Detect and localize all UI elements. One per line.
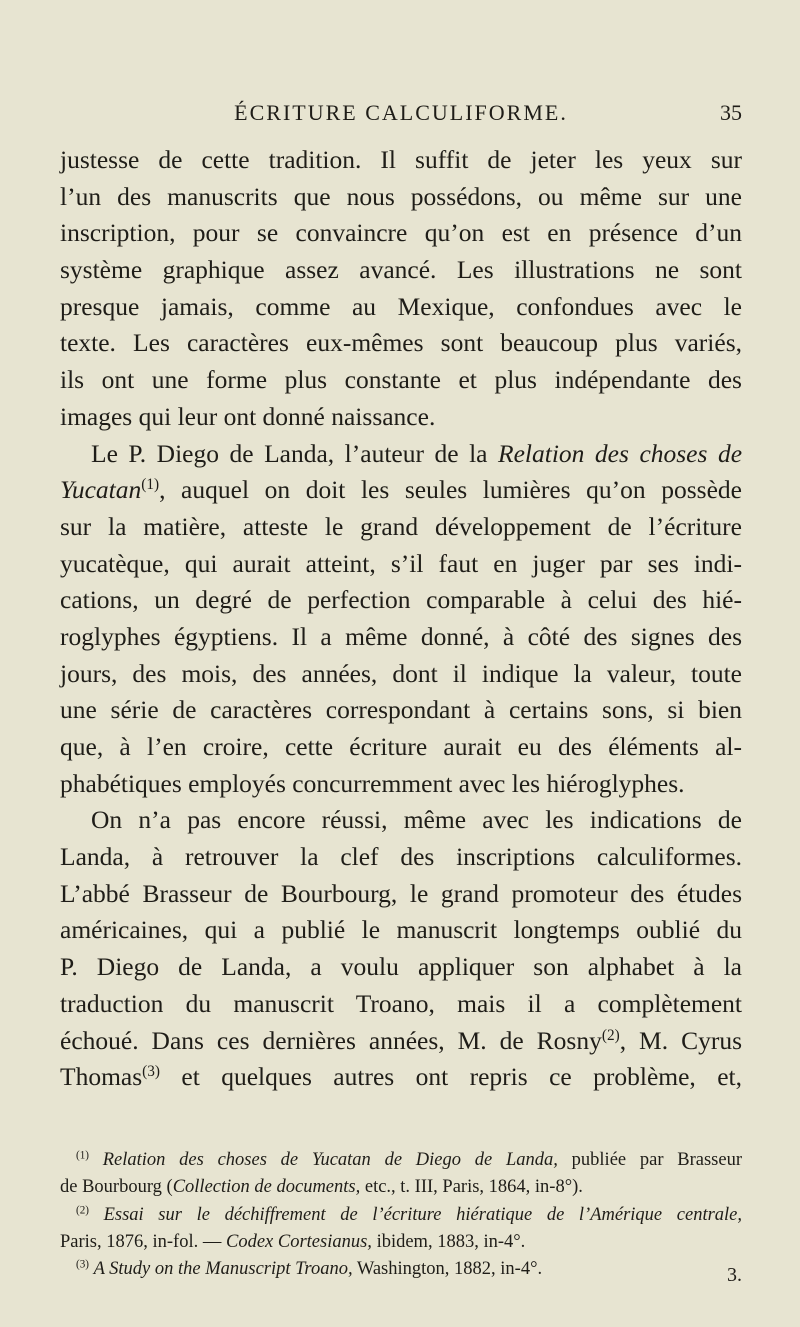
footnote-mark: (3)	[76, 1258, 89, 1271]
text-line: images qui leur ont donné naissance.	[60, 401, 436, 431]
text-line: P. Diego de Landa, a voulu appliquer son alphabet à la	[60, 952, 742, 982]
text-line	[60, 1023, 742, 1060]
text-line: sur la matière, atteste le grand développement de l’écriture	[60, 511, 742, 541]
text-line: presque jamais, comme au Mexique, confondues avec le	[60, 291, 742, 321]
text-segment: , auquel on doit les seules lumières qu’on possède	[159, 475, 742, 505]
footnote-3	[60, 1256, 742, 1283]
page-number: 35	[720, 100, 742, 125]
footnote-ref: (2)	[601, 1026, 620, 1044]
text-line	[60, 1059, 742, 1096]
footnote-codex: Codex Cortesianus,	[225, 1231, 372, 1252]
text-line: que, à l’en croire, cette écriture aurait eu des éléments al-	[60, 732, 742, 761]
text-segment: et quelques autres ont repris ce problème, et,	[160, 1062, 742, 1092]
footnote-text: de Bourbourg (	[60, 1177, 173, 1198]
footnote-mark: (1)	[76, 1149, 89, 1162]
text-line: traduction du manuscrit Troano, mais il a complètement	[60, 988, 742, 1018]
text-segment: Le P. Diego de Landa, l’auteur de la	[91, 438, 488, 468]
text-line: texte. Les caractères eux-mêmes sont beaucoup plus variés,	[60, 328, 742, 358]
text-line: système graphique assez avancé. Les illustrations ne sont	[60, 255, 742, 285]
italic-title: Yucatan	[60, 475, 142, 505]
text-line: justesse de cette tradition. Il suffit de jeter les yeux sur	[60, 145, 742, 174]
footnote-title: Essai sur le déchiffrement de l’écriture hiératique de l’Amérique centrale,	[103, 1204, 743, 1225]
footnote-title: A Study on the Manuscript Troano,	[93, 1259, 353, 1280]
text-line: inscription, pour se convaincre qu’on est en présence d’un	[60, 218, 742, 248]
text-line	[60, 436, 742, 473]
footnote-ref: (3)	[142, 1063, 160, 1081]
italic-title: Relation des choses de	[498, 438, 743, 468]
text-segment: Thomas	[60, 1062, 143, 1092]
footnote-collection: Collection de documents,	[172, 1177, 361, 1198]
footnote-1-cont	[60, 1174, 742, 1201]
footnote-2	[60, 1202, 742, 1229]
text-line: l’un des manuscrits que nous possédons, ou même sur une	[60, 181, 742, 211]
text-line: Landa, à retrouver la clef des inscriptions calculiformes.	[60, 842, 742, 872]
running-title: ÉCRITURE CALCULIFORME.	[234, 100, 568, 125]
text-line: roglyphes égyptiens. Il a même donné, à côté des signes des	[60, 621, 742, 651]
text-line: cations, un degré de perfection comparable à celui des hié-	[60, 585, 742, 615]
body-text	[60, 142, 742, 1096]
footnote-ref: (1)	[141, 476, 160, 494]
signature-mark: 3.	[727, 1264, 742, 1286]
text-line: une série de caractères correspondant à certains sons, si bien	[60, 695, 742, 725]
text-segment: échoué. Dans ces dernières années, M. de Rosny	[60, 1025, 602, 1055]
footnote-text: etc., t. III, Paris, 1864, in-8°).	[360, 1177, 583, 1198]
footnote-text: ibidem, 1883, in-4°.	[371, 1231, 526, 1252]
text-line: L’abbé Brasseur de Bourbourg, le grand promoteur des études	[60, 878, 742, 908]
text-segment: , M. Cyrus	[619, 1025, 742, 1055]
footnotes	[60, 1147, 742, 1283]
text-line: phabétiques employés concurremment avec les hiéroglyphes.	[60, 768, 685, 798]
footnote-1	[60, 1147, 742, 1174]
text-line: ils ont une forme plus constante et plus indépendante des	[60, 365, 742, 395]
footnote-mark: (2)	[76, 1203, 89, 1216]
footnote-text: Washington, 1882, in-4°.	[352, 1259, 543, 1280]
text-line: américaines, qui a publié le manuscrit longtemps oublié du	[60, 915, 742, 945]
text-line: yucatèque, qui aurait atteint, s’il faut en juger par ses indi-	[60, 548, 742, 578]
page-header	[60, 100, 742, 136]
footnote-text: Paris, 1876, in-fol. —	[60, 1231, 226, 1252]
footnote-2-cont	[60, 1229, 742, 1256]
text-line: On n’a pas encore réussi, même avec les indications de	[91, 805, 742, 835]
text-line	[60, 472, 742, 509]
footnote-title: Relation des choses de Yucatan de Diego de Landa,	[102, 1150, 558, 1170]
footnote-text: publiée par Brasseur	[557, 1150, 742, 1170]
text-line: jours, des mois, des années, dont il indique la valeur, toute	[60, 658, 742, 688]
